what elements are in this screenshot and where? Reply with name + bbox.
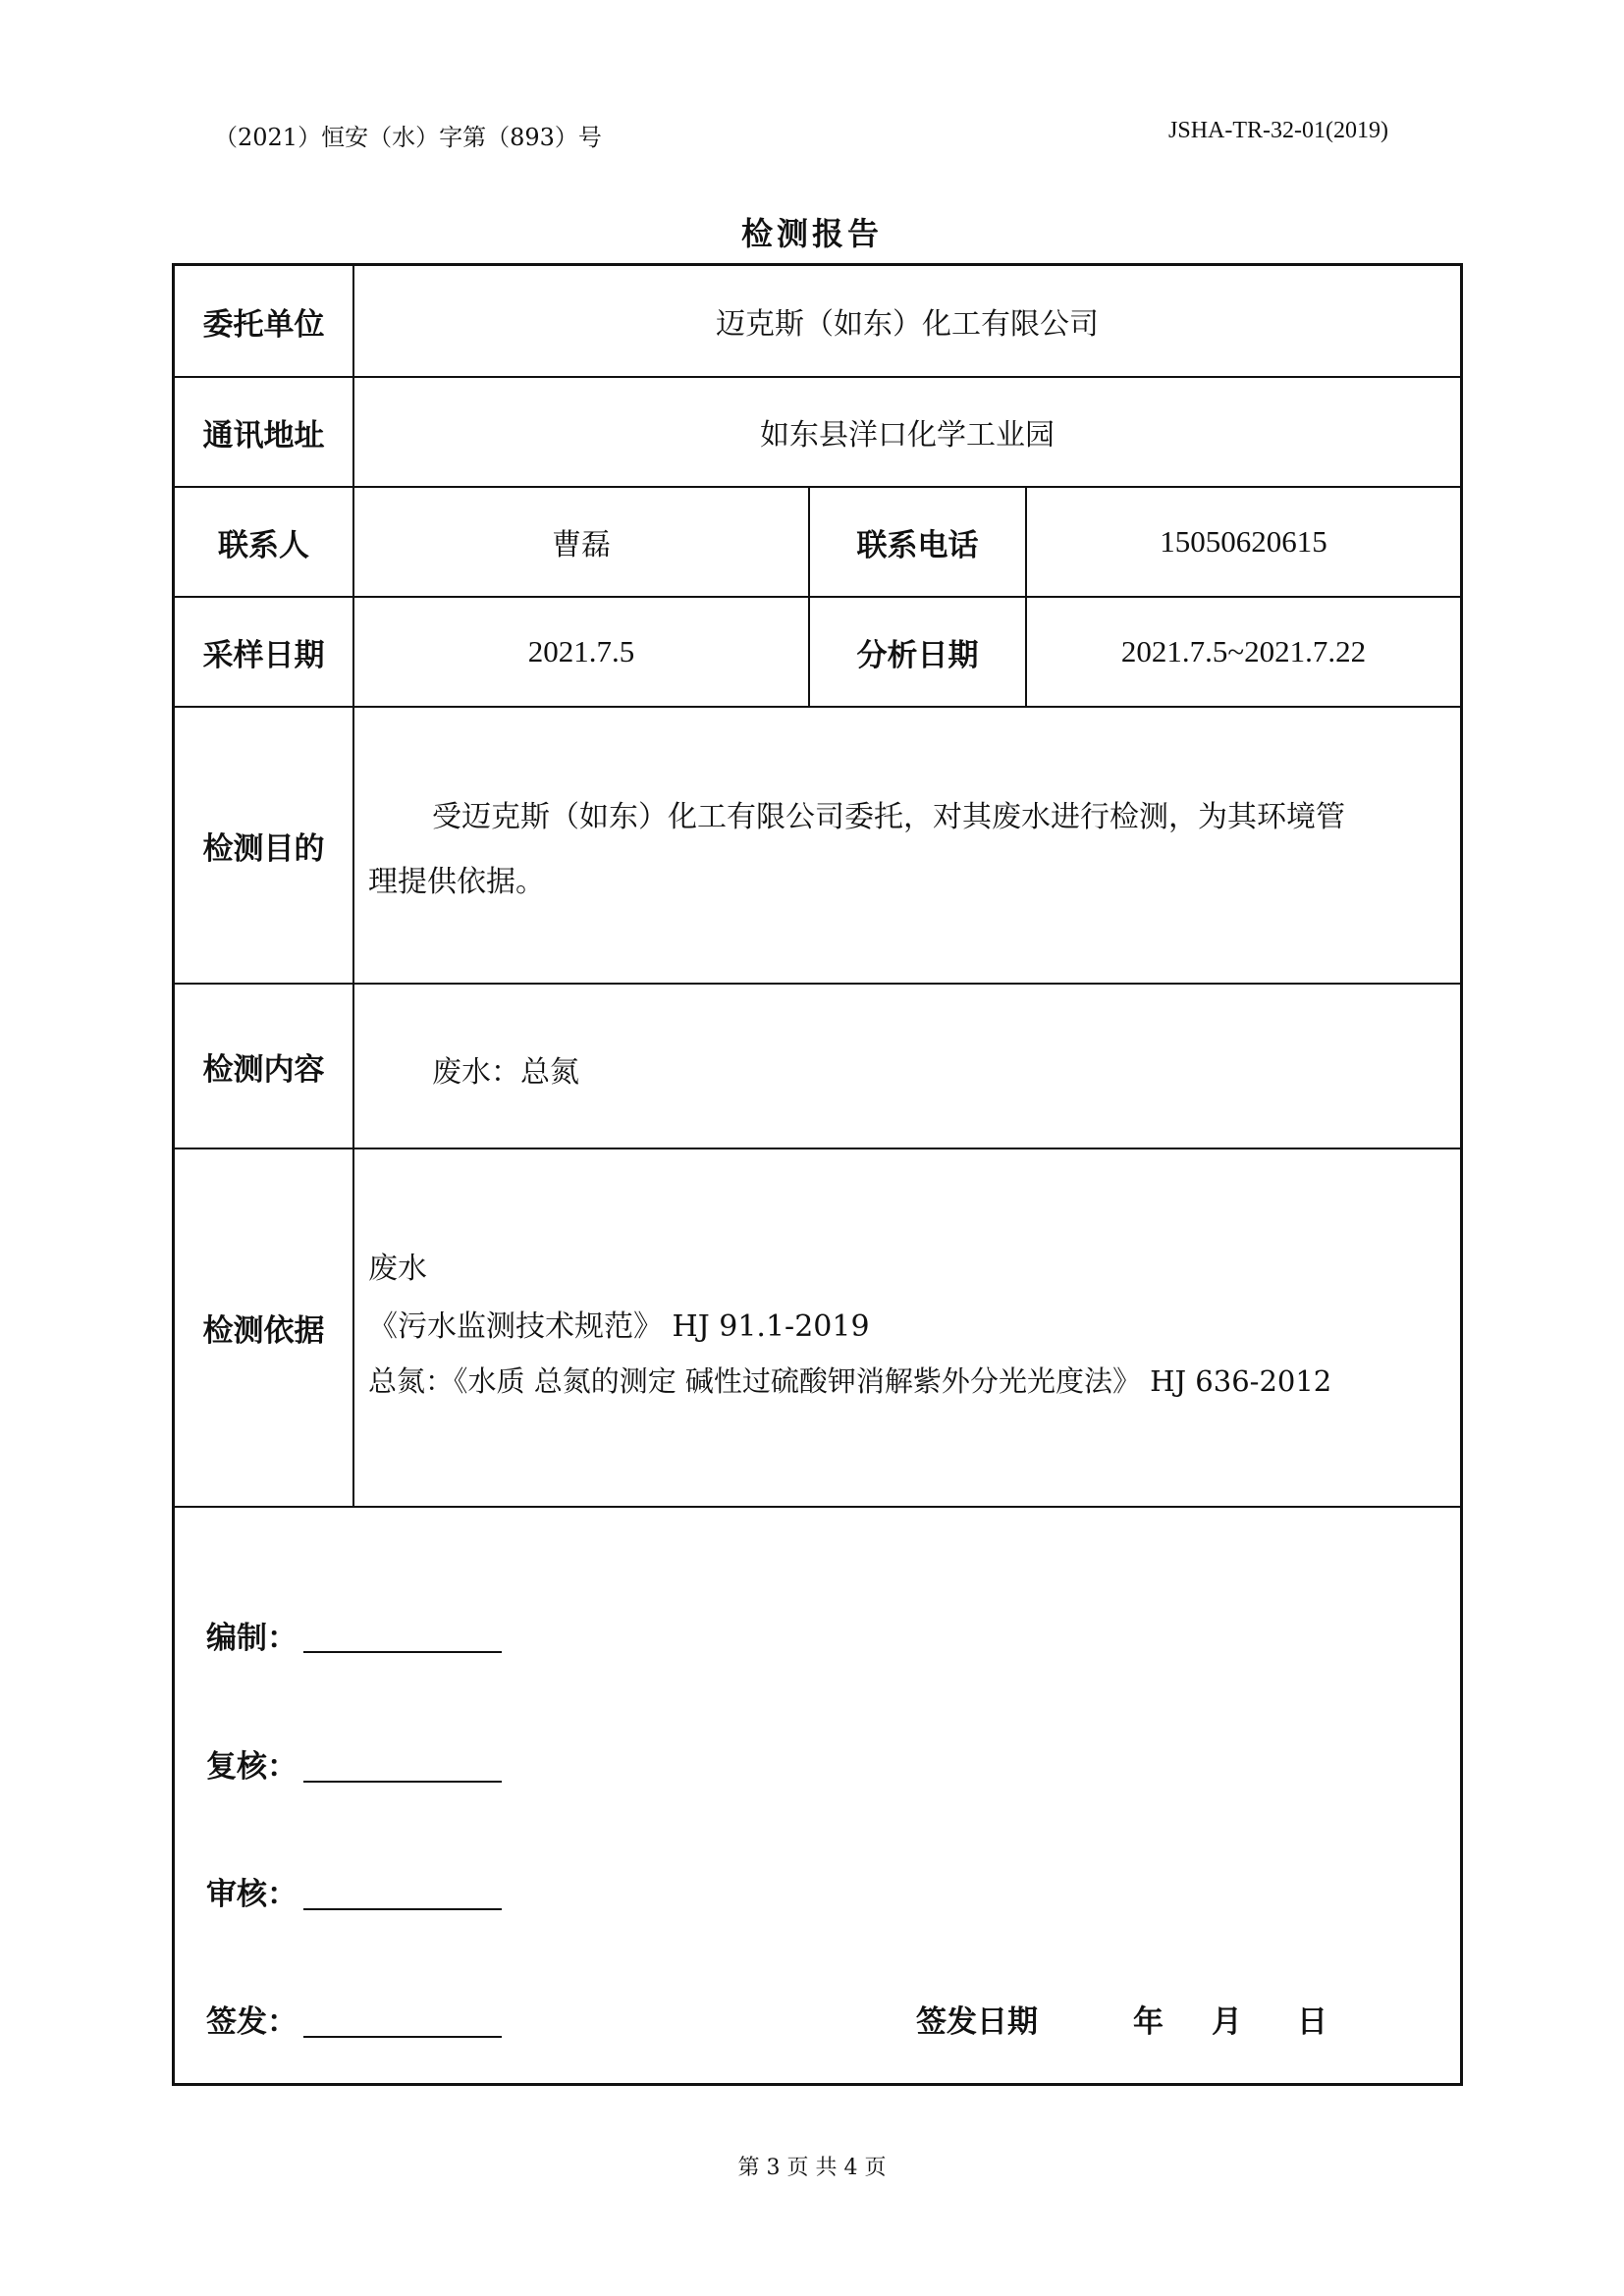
address-value: 如东县洋口化学工业园 <box>760 418 1055 453</box>
review-label: 复核： <box>206 1749 298 1785</box>
phone-label: 联系电话 <box>856 527 979 563</box>
client-label: 委托单位 <box>202 306 325 343</box>
purpose-text-line-1: 受迈克斯（如东）化工有限公司委托，对其废水进行检测，为其环境管 <box>432 800 1345 834</box>
document-number: （2021）恒安（水）字第（893）号 <box>214 124 602 151</box>
issue-label: 签发： <box>206 2004 298 2040</box>
audit-signature-line[interactable] <box>303 1908 502 1910</box>
basis-line-1: 废水 <box>368 1252 427 1286</box>
audit-label: 审核： <box>206 1877 298 1912</box>
issue-date-year: 年 <box>1133 2004 1164 2040</box>
issue-signature-line[interactable] <box>303 2036 502 2038</box>
content-value: 废水：总氮 <box>432 1055 579 1090</box>
analysis-date-label: 分析日期 <box>856 637 979 673</box>
purpose-label: 检测目的 <box>202 830 325 867</box>
compile-signature-line[interactable] <box>303 1651 502 1653</box>
sampling-date-value: 2021.7.5 <box>527 634 635 668</box>
phone-value: 15050620615 <box>1160 524 1327 559</box>
analysis-date-value: 2021.7.5~2021.7.22 <box>1120 634 1367 668</box>
report-title: 检测报告 <box>740 215 883 252</box>
address-label: 通讯地址 <box>202 417 325 454</box>
contact-value: 曹磊 <box>552 528 611 562</box>
compile-label: 编制： <box>206 1621 298 1656</box>
basis-label: 检测依据 <box>202 1313 325 1349</box>
form-code: JSHA-TR-32-01(2019) <box>1168 118 1388 143</box>
contact-label: 联系人 <box>218 527 309 563</box>
purpose-text-line-2: 理提供依据。 <box>368 865 545 899</box>
page-number: 第 3 页 共 4 页 <box>737 2156 887 2180</box>
review-signature-line[interactable] <box>303 1781 502 1783</box>
sampling-date-label: 采样日期 <box>202 637 325 673</box>
issue-date-day: 日 <box>1297 2004 1327 2040</box>
issue-date-month: 月 <box>1212 2004 1242 2040</box>
issue-date-label: 签发日期 <box>916 2004 1038 2040</box>
basis-line-3: 总氮：《水质 总氮的测定 碱性过硫酸钾消解紫外分光光度法》 HJ 636-2012 <box>368 1364 1332 1398</box>
report-table <box>172 263 1463 2086</box>
content-label: 检测内容 <box>202 1051 325 1088</box>
client-value: 迈克斯（如东）化工有限公司 <box>716 307 1099 342</box>
basis-line-2: 《污水监测技术规范》 HJ 91.1-2019 <box>368 1309 870 1344</box>
